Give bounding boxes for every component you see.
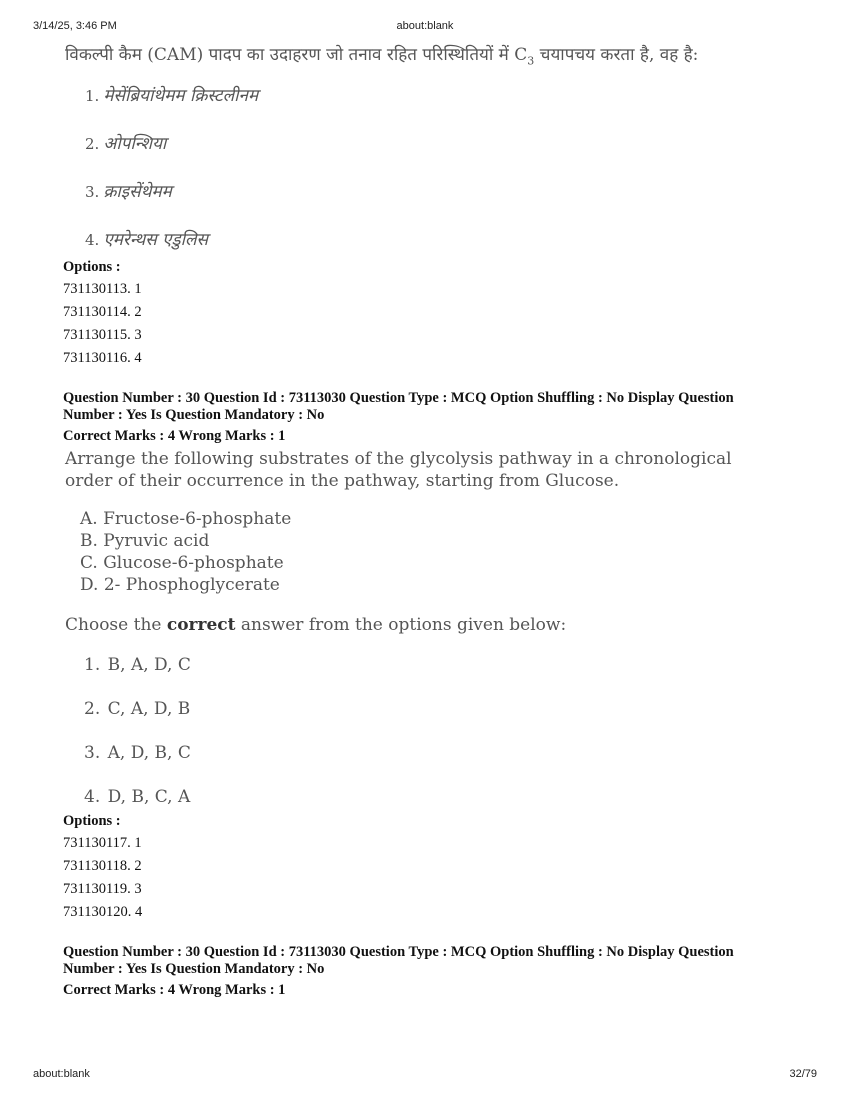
- meta-line: Question Number : 30 Question Id : 73113030 Question Type : MCQ Option Shuffling : No Display Question: [63, 390, 734, 407]
- choice-text: एमरेन्थस एडुलिस: [103, 230, 209, 251]
- question-meta: [63, 390, 803, 424]
- stem-subscript: 3: [527, 54, 535, 68]
- option-id: 731130118. 2: [63, 858, 142, 875]
- print-page-title: about:blank: [396, 20, 454, 32]
- answer-choice: [63, 228, 803, 256]
- answer-choice: [84, 742, 803, 786]
- answer-choice: [84, 698, 803, 742]
- print-url: about:blank: [33, 1068, 90, 1080]
- answer-choice: [84, 786, 803, 810]
- page-content: [63, 40, 803, 1000]
- option-id: 731130120. 4: [63, 904, 143, 921]
- meta-line: Number : Yes Is Question Mandatory : No: [63, 961, 325, 978]
- choice-text: B, A, D, C: [107, 655, 191, 676]
- choice-number: 1.: [85, 87, 100, 106]
- option-id: 731130113. 1: [63, 281, 142, 298]
- question-29-image: [63, 40, 803, 256]
- question-stem: Arrange the following substrates of the glycolysis pathway in a chronological order of their occurrence in the pathway, starting from Glucose.: [65, 449, 732, 492]
- question-meta: [63, 944, 803, 978]
- choice-text: मेसेंब्रियांथेमम क्रिस्टलीनम: [103, 86, 259, 107]
- choice-number: 1.: [84, 655, 101, 676]
- instruction-text: [65, 614, 803, 636]
- choice-number: 4.: [84, 787, 101, 808]
- print-header: [0, 20, 850, 34]
- print-footer: [0, 1068, 850, 1082]
- substrate-item: A. Fructose-6-phosphate: [80, 509, 292, 530]
- page-number: 32/79: [789, 1068, 817, 1080]
- substrate-item: D. 2- Phosphoglycerate: [80, 575, 280, 596]
- option-id: 731130117. 1: [63, 835, 142, 852]
- answer-choice: [84, 654, 803, 698]
- option-id: 731130115. 3: [63, 327, 142, 344]
- substrate-item: B. Pyruvic acid: [80, 531, 210, 552]
- instruction-emphasis: correct: [166, 615, 236, 636]
- instruction-part: Choose the: [65, 615, 167, 636]
- option-id: 731130119. 3: [63, 881, 142, 898]
- choice-number: 3.: [85, 183, 100, 202]
- choice-number: 4.: [85, 231, 100, 250]
- substrate-item: C. Glucose-6-phosphate: [80, 553, 284, 574]
- stem-text-end: चयापचय करता है, वह है:: [534, 45, 699, 65]
- choice-text: C, A, D, B: [107, 699, 191, 720]
- choice-number: 2.: [84, 699, 101, 720]
- choice-text: A, D, B, C: [107, 743, 191, 764]
- choice-text: क्राइसेंथेमम: [103, 182, 172, 203]
- answer-choices: [84, 654, 803, 810]
- options-label: Options :: [63, 813, 121, 830]
- meta-line: Question Number : 30 Question Id : 73113030 Question Type : MCQ Option Shuffling : No Display Question: [63, 944, 734, 961]
- stem-text: विकल्पी कैम (CAM) पादप का उदाहरण जो तनाव रहित परिस्थितियों में C: [65, 45, 528, 65]
- choice-text: D, B, C, A: [107, 787, 191, 808]
- print-datetime: 3/14/25, 3:46 PM: [33, 20, 117, 32]
- option-id: 731130114. 2: [63, 304, 142, 321]
- answer-choice: [63, 84, 803, 132]
- meta-line: Number : Yes Is Question Mandatory : No: [63, 407, 325, 424]
- instruction-part: answer from the options given below:: [235, 615, 567, 636]
- choice-text: ओपन्शिया: [103, 134, 167, 155]
- question-stem: [65, 40, 803, 76]
- substrate-list: [80, 508, 803, 596]
- question-marks: Correct Marks : 4 Wrong Marks : 1: [63, 982, 286, 999]
- options-label: Options :: [63, 259, 121, 276]
- option-id: 731130116. 4: [63, 350, 142, 367]
- question-30-image: [63, 448, 803, 810]
- choice-number: 3.: [84, 743, 101, 764]
- answer-choices: [63, 84, 803, 256]
- question-marks: Correct Marks : 4 Wrong Marks : 1: [63, 428, 286, 445]
- choice-number: 2.: [85, 135, 100, 154]
- answer-choice: [63, 180, 803, 228]
- answer-choice: [63, 132, 803, 180]
